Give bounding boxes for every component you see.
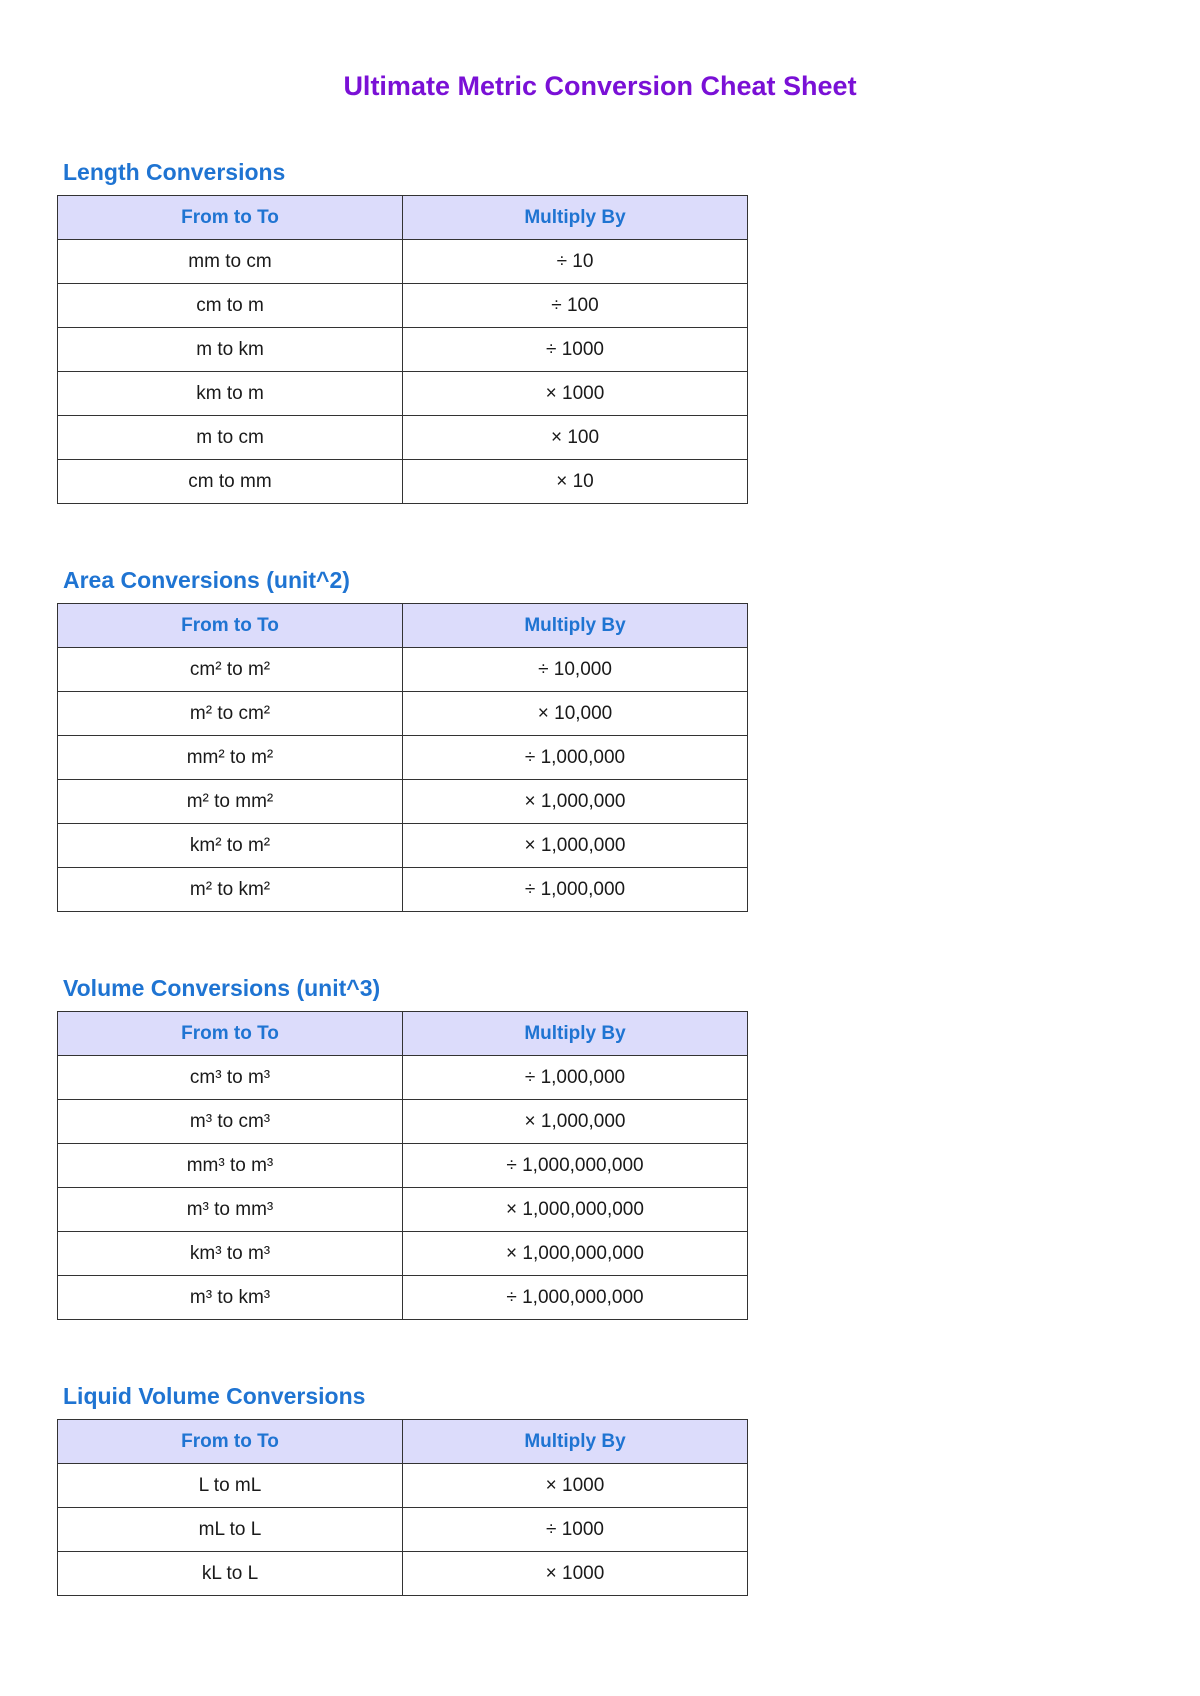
column-header-multiply-by: Multiply By (403, 1420, 748, 1464)
conversion-table (57, 1419, 748, 1596)
section-heading: Length Conversions (63, 159, 286, 185)
cell-multiply-by: ÷ 1000 (403, 328, 748, 372)
page-title: Ultimate Metric Conversion Cheat Sheet (343, 71, 857, 101)
table-row (58, 240, 748, 284)
cell-from-to: m³ to km³ (58, 1276, 403, 1320)
table-row (58, 1144, 748, 1188)
section-volume (57, 968, 747, 1308)
cell-multiply-by: ÷ 1,000,000,000 (403, 1144, 748, 1188)
table-header-row (58, 604, 748, 648)
column-header-multiply-by: Multiply By (403, 1012, 748, 1056)
section-length (57, 152, 747, 492)
cell-multiply-by: × 100 (403, 416, 748, 460)
cell-from-to: m² to km² (58, 868, 403, 912)
column-header-from-to: From to To (58, 196, 403, 240)
table-row (58, 284, 748, 328)
section-area (57, 560, 747, 900)
section-heading: Liquid Volume Conversions (63, 1383, 366, 1409)
cell-multiply-by: × 1000 (403, 372, 748, 416)
table-header-row (58, 196, 748, 240)
cell-multiply-by: ÷ 1,000,000,000 (403, 1276, 748, 1320)
section-heading: Area Conversions (unit^2) (63, 567, 350, 593)
cell-from-to: km³ to m³ (58, 1232, 403, 1276)
table-row (58, 736, 748, 780)
table-row (58, 328, 748, 372)
cell-from-to: m to km (58, 328, 403, 372)
cell-from-to: km² to m² (58, 824, 403, 868)
column-header-multiply-by: Multiply By (403, 604, 748, 648)
table-row (58, 824, 748, 868)
cell-from-to: m² to cm² (58, 692, 403, 736)
cell-multiply-by: × 1,000,000 (403, 1100, 748, 1144)
column-header-from-to: From to To (58, 604, 403, 648)
cell-multiply-by: × 1000 (403, 1464, 748, 1508)
conversion-table (57, 603, 748, 912)
cell-multiply-by: ÷ 10 (403, 240, 748, 284)
cell-multiply-by: × 1000 (403, 1552, 748, 1596)
table-row (58, 1056, 748, 1100)
cell-multiply-by: ÷ 100 (403, 284, 748, 328)
cell-from-to: mm to cm (58, 240, 403, 284)
cell-multiply-by: ÷ 1,000,000 (403, 1056, 748, 1100)
column-header-multiply-by: Multiply By (403, 196, 748, 240)
cell-multiply-by: × 10 (403, 460, 748, 504)
cell-from-to: cm to m (58, 284, 403, 328)
table-row (58, 780, 748, 824)
table-header-row (58, 1012, 748, 1056)
conversion-table (57, 1011, 748, 1320)
table-header-row (58, 1420, 748, 1464)
table-row (58, 868, 748, 912)
cell-multiply-by: × 1,000,000 (403, 824, 748, 868)
table-row (58, 648, 748, 692)
cell-multiply-by: ÷ 1,000,000 (403, 736, 748, 780)
table-row (58, 1552, 748, 1596)
cell-from-to: mm³ to m³ (58, 1144, 403, 1188)
conversion-table (57, 195, 748, 504)
cell-from-to: km to m (58, 372, 403, 416)
cell-multiply-by: × 1,000,000 (403, 780, 748, 824)
table-row (58, 1508, 748, 1552)
table-row (58, 692, 748, 736)
cell-from-to: mm² to m² (58, 736, 403, 780)
cell-multiply-by: × 10,000 (403, 692, 748, 736)
section-liquid-volume (57, 1376, 747, 1584)
column-header-from-to: From to To (58, 1012, 403, 1056)
cell-from-to: m² to mm² (58, 780, 403, 824)
cell-from-to: kL to L (58, 1552, 403, 1596)
cell-from-to: cm² to m² (58, 648, 403, 692)
table-row (58, 1100, 748, 1144)
section-heading: Volume Conversions (unit^3) (63, 975, 381, 1001)
cell-multiply-by: ÷ 1000 (403, 1508, 748, 1552)
table-row (58, 1276, 748, 1320)
cell-multiply-by: × 1,000,000,000 (403, 1232, 748, 1276)
cell-from-to: mL to L (58, 1508, 403, 1552)
cell-multiply-by: × 1,000,000,000 (403, 1188, 748, 1232)
cell-from-to: m³ to mm³ (58, 1188, 403, 1232)
cell-multiply-by: ÷ 10,000 (403, 648, 748, 692)
cell-from-to: L to mL (58, 1464, 403, 1508)
cell-from-to: m to cm (58, 416, 403, 460)
cell-from-to: cm³ to m³ (58, 1056, 403, 1100)
column-header-from-to: From to To (58, 1420, 403, 1464)
table-row (58, 372, 748, 416)
table-row (58, 1188, 748, 1232)
cell-from-to: cm to mm (58, 460, 403, 504)
table-row (58, 416, 748, 460)
cell-multiply-by: ÷ 1,000,000 (403, 868, 748, 912)
table-row (58, 1464, 748, 1508)
table-row (58, 460, 748, 504)
table-row (58, 1232, 748, 1276)
cell-from-to: m³ to cm³ (58, 1100, 403, 1144)
